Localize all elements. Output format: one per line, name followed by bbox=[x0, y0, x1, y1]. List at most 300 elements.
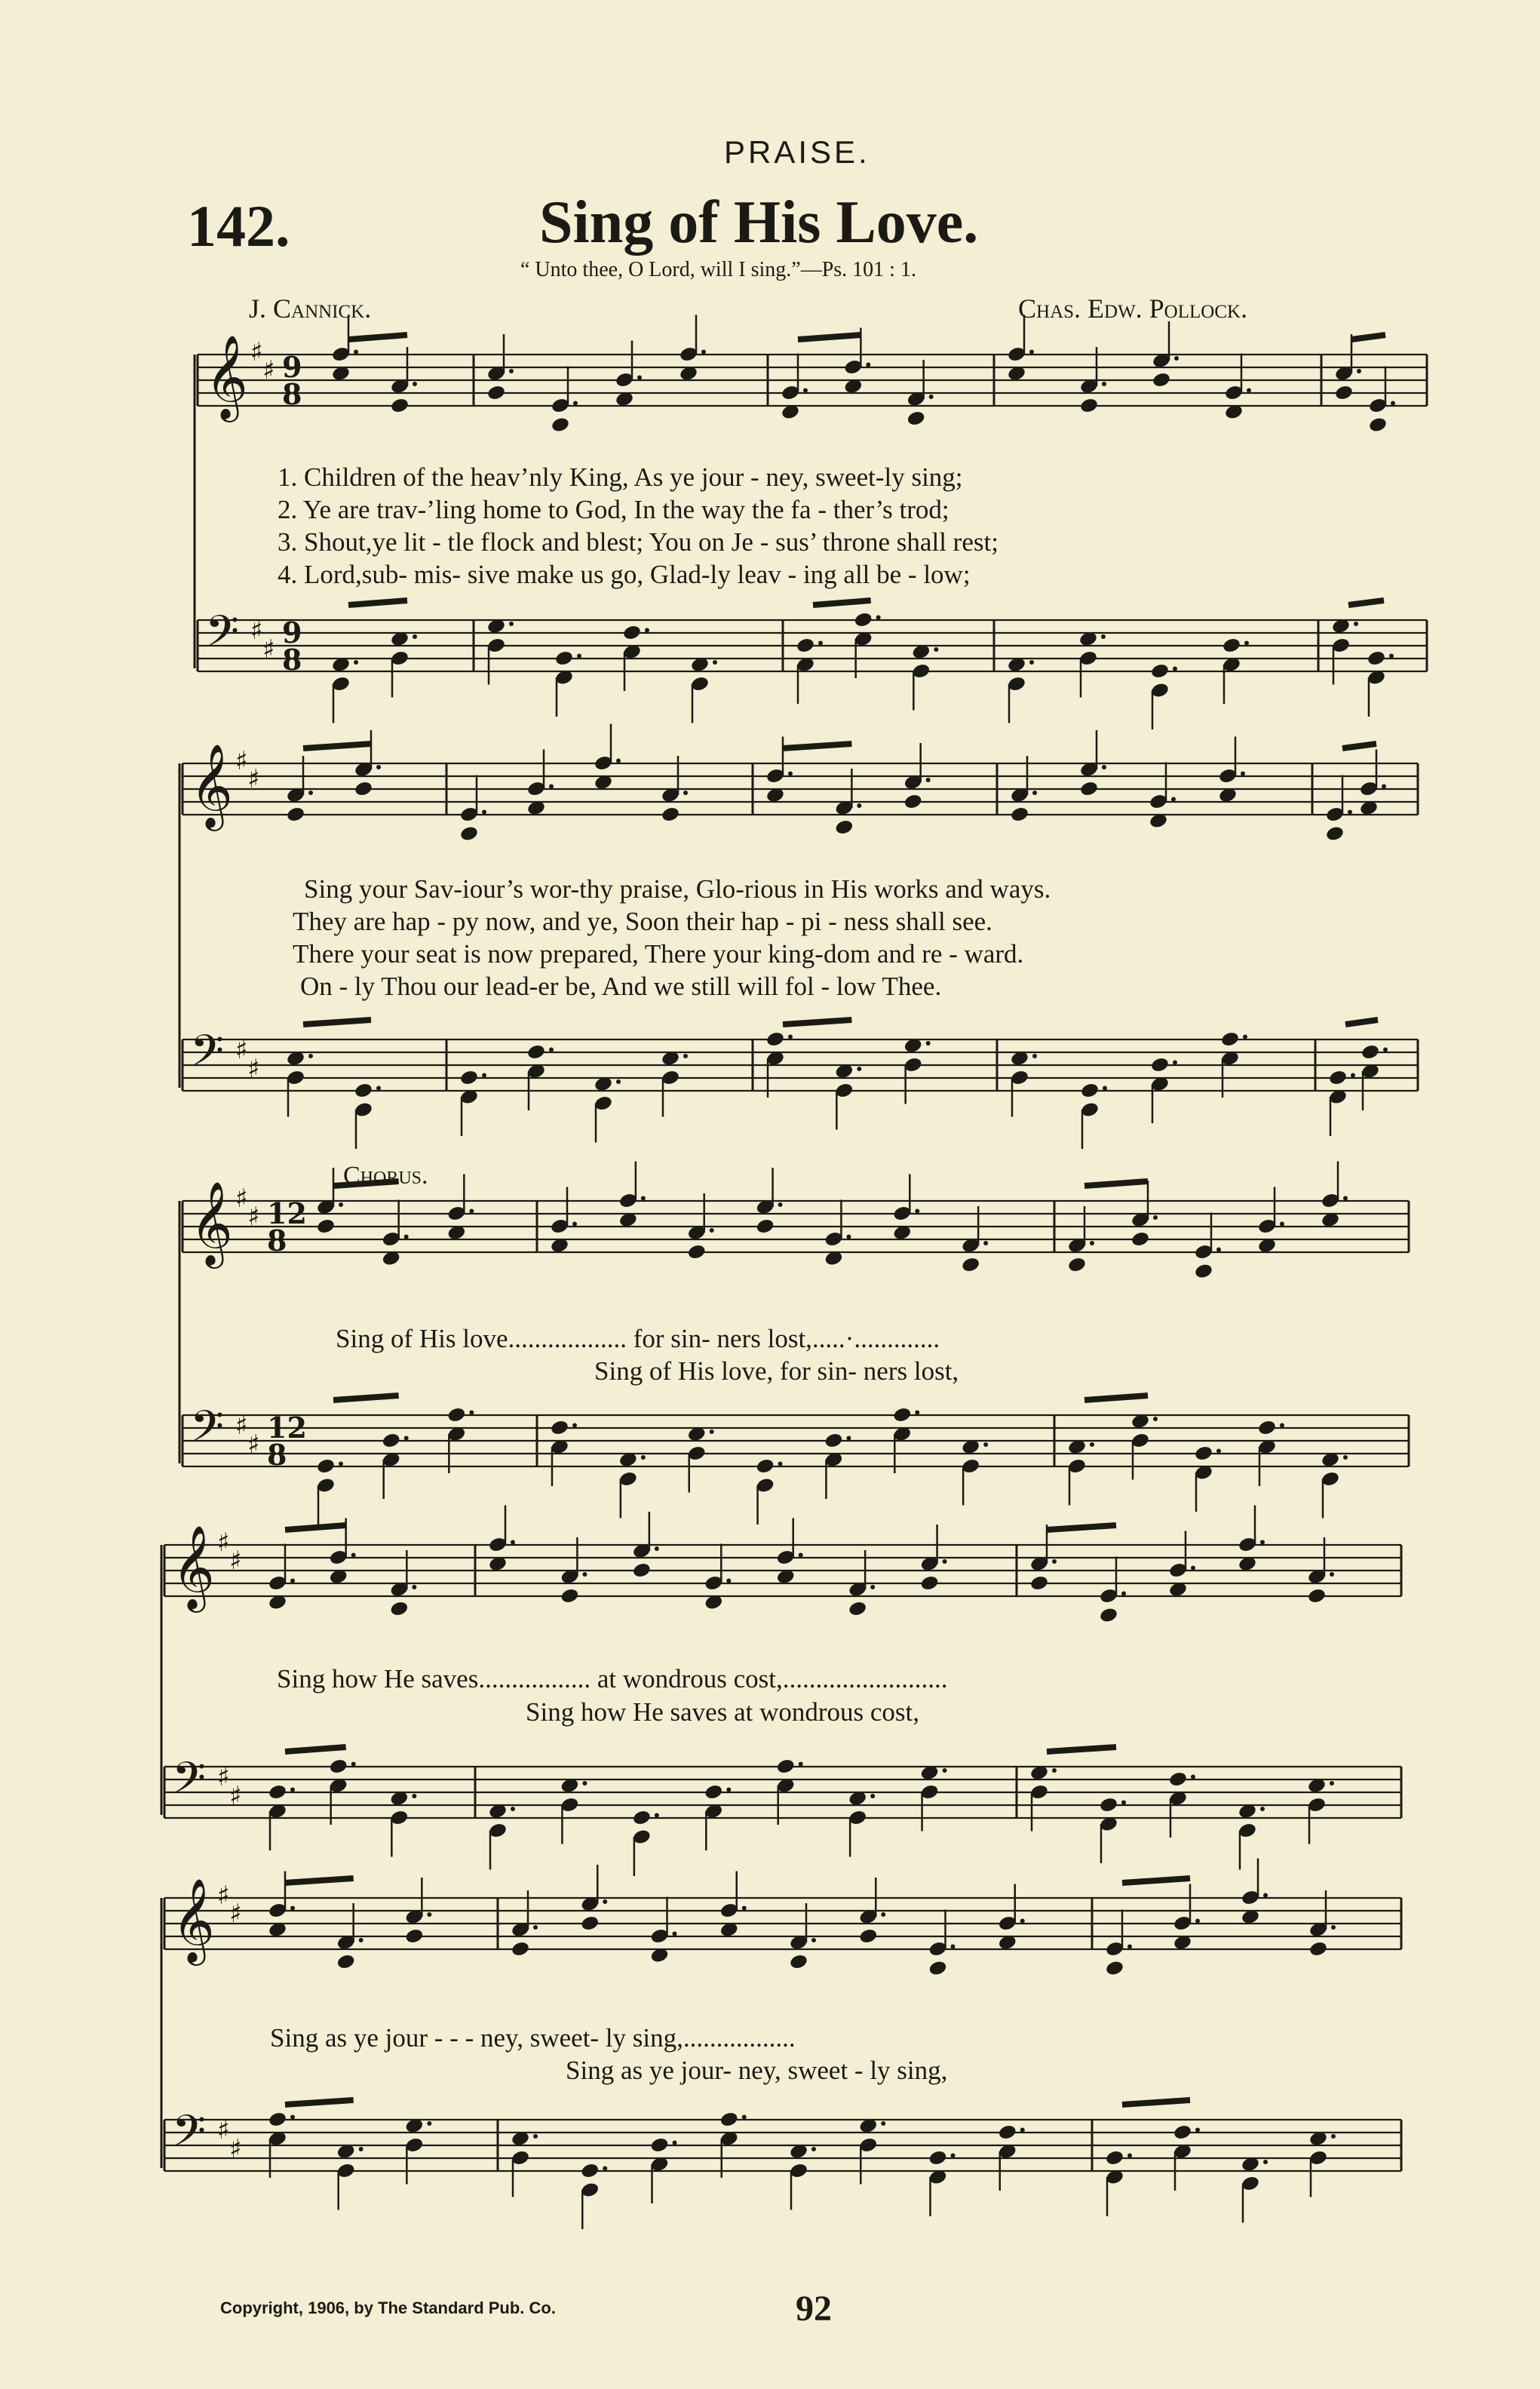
note-head bbox=[1308, 1940, 1328, 1958]
note-head bbox=[286, 806, 305, 823]
augmentation-dot bbox=[1195, 2128, 1200, 2133]
augmentation-dot bbox=[1354, 622, 1358, 626]
augmentation-dot bbox=[915, 1209, 919, 1214]
augmentation-dot bbox=[1216, 1248, 1221, 1252]
augmentation-dot bbox=[582, 1572, 587, 1577]
note-beam bbox=[1084, 1181, 1148, 1186]
augmentation-dot bbox=[870, 1585, 875, 1589]
augmentation-dot bbox=[1127, 1945, 1132, 1949]
sharp-icon: ♯ bbox=[247, 1202, 260, 1232]
augmentation-dot bbox=[701, 350, 706, 355]
augmentation-dot bbox=[1382, 785, 1386, 789]
augmentation-dot bbox=[339, 1462, 343, 1466]
augmentation-dot bbox=[1391, 401, 1395, 406]
note-head bbox=[903, 793, 923, 810]
sharp-icon: ♯ bbox=[235, 746, 248, 776]
chorus-label: Chorus. bbox=[343, 1162, 428, 1190]
note-head bbox=[755, 1457, 775, 1475]
note-head bbox=[998, 2123, 1017, 2141]
time-signature-bottom: 8 bbox=[267, 1224, 287, 1257]
augmentation-dot bbox=[1171, 797, 1176, 802]
augmentation-dot bbox=[290, 1906, 295, 1911]
sharp-icon: ♯ bbox=[229, 1781, 242, 1811]
augmentation-dot bbox=[354, 660, 358, 665]
augmentation-dot bbox=[655, 1813, 659, 1818]
note-head bbox=[336, 1953, 356, 1970]
augmentation-dot bbox=[1383, 1048, 1388, 1052]
treble-clef-icon: 𝄞 bbox=[172, 1525, 215, 1609]
note-beam bbox=[348, 335, 407, 339]
note-head bbox=[854, 611, 873, 628]
augmentation-dot bbox=[511, 1807, 515, 1811]
augmentation-dot bbox=[1020, 1919, 1025, 1924]
augmentation-dot bbox=[351, 1762, 356, 1767]
sharp-icon: ♯ bbox=[217, 1762, 230, 1792]
augmentation-dot bbox=[413, 382, 417, 386]
note-head bbox=[704, 1783, 723, 1801]
augmentation-dot bbox=[710, 1228, 714, 1233]
augmentation-dot bbox=[1280, 1222, 1284, 1227]
note-head bbox=[1105, 2149, 1124, 2166]
note-beam bbox=[798, 335, 860, 339]
note-head bbox=[928, 2149, 947, 2166]
note-head bbox=[858, 1927, 878, 1945]
note-beam bbox=[285, 2100, 354, 2105]
note-head bbox=[1328, 1069, 1348, 1086]
augmentation-dot bbox=[683, 1054, 688, 1058]
augmentation-dot bbox=[742, 1906, 747, 1911]
augmentation-dot bbox=[533, 2134, 538, 2139]
time-signature-bottom: 8 bbox=[282, 643, 302, 677]
augmentation-dot bbox=[1343, 1455, 1348, 1460]
augmentation-dot bbox=[290, 1788, 295, 1792]
verse-1-line-2: Sing your Sav-iour’s wor-thy praise, Glo-rious in His works and ways. bbox=[304, 874, 1051, 904]
augmentation-dot bbox=[1101, 634, 1106, 639]
time-signature-top: 9 bbox=[282, 350, 302, 384]
note-beam bbox=[1342, 744, 1376, 748]
augmentation-dot bbox=[818, 641, 823, 646]
note-head bbox=[1367, 649, 1386, 667]
note-head bbox=[1222, 637, 1241, 654]
augmentation-dot bbox=[549, 1048, 554, 1052]
note-head bbox=[765, 1030, 785, 1048]
augmentation-dot bbox=[811, 1938, 816, 1942]
note-head bbox=[1130, 1230, 1150, 1248]
sharp-icon: ♯ bbox=[247, 1429, 260, 1460]
augmentation-dot bbox=[1029, 350, 1034, 355]
note-head bbox=[834, 818, 854, 836]
time-signature-top: 9 bbox=[282, 616, 302, 649]
augmentation-dot bbox=[1357, 369, 1361, 373]
augmentation-dot bbox=[577, 654, 581, 659]
sharp-icon: ♯ bbox=[235, 1411, 248, 1441]
verse-3-line-2: There your seat is now prepared, There your king-dom and re - ward. bbox=[293, 939, 1024, 969]
hymn-title: Sing of His Love. bbox=[539, 189, 979, 256]
sharp-icon: ♯ bbox=[247, 1054, 260, 1084]
note-head bbox=[526, 1043, 546, 1061]
augmentation-dot bbox=[926, 778, 931, 782]
augmentation-dot bbox=[1191, 1775, 1195, 1779]
augmentation-dot bbox=[1090, 1241, 1094, 1245]
sharp-icon: ♯ bbox=[229, 1899, 242, 1929]
augmentation-dot bbox=[915, 1411, 919, 1415]
note-beam bbox=[813, 600, 871, 605]
verse-2-line-1: 2. Ye are trav-’ling home to God, In the way the fa - ther’s trod; bbox=[278, 495, 949, 524]
augmentation-dot bbox=[582, 1781, 587, 1786]
augmentation-dot bbox=[1191, 1566, 1195, 1571]
augmentation-dot bbox=[1343, 1196, 1348, 1201]
augmentation-dot bbox=[290, 1579, 295, 1583]
sharp-icon: ♯ bbox=[235, 1184, 248, 1214]
note-head bbox=[580, 2162, 600, 2179]
verse-2-line-2: They are hap - py now, and ye, Soon their hap - pi - ness shall see. bbox=[293, 907, 992, 936]
augmentation-dot bbox=[881, 2121, 885, 2126]
note-beam bbox=[1122, 1878, 1190, 1883]
note-head bbox=[268, 1783, 287, 1801]
note-beam bbox=[303, 1020, 371, 1024]
note-head bbox=[1168, 1770, 1188, 1788]
note-head bbox=[382, 1432, 401, 1449]
note-beam bbox=[303, 744, 371, 748]
augmentation-dot bbox=[637, 376, 642, 380]
augmentation-dot bbox=[376, 1086, 381, 1091]
note-head bbox=[1194, 1445, 1213, 1462]
verse-4-line-1: 4. Lord,sub- mis- sive make us go, Glad-ly leav - ing all be - low; bbox=[278, 560, 971, 589]
augmentation-dot bbox=[673, 1932, 677, 1936]
augmentation-dot bbox=[1247, 388, 1251, 393]
note-head bbox=[649, 2136, 669, 2154]
augmentation-dot bbox=[778, 1462, 783, 1466]
augmentation-dot bbox=[511, 1540, 515, 1545]
note-head bbox=[1361, 1043, 1380, 1061]
augmentation-dot bbox=[1090, 1442, 1094, 1447]
sharp-icon: ♯ bbox=[262, 355, 275, 385]
augmentation-dot bbox=[1348, 810, 1352, 815]
note-head bbox=[1079, 780, 1099, 797]
note-head bbox=[776, 1758, 796, 1775]
augmentation-dot bbox=[572, 1423, 577, 1428]
augmentation-dot bbox=[616, 759, 621, 763]
section-heading: PRAISE. bbox=[724, 134, 870, 170]
augmentation-dot bbox=[616, 1079, 621, 1084]
augmentation-dot bbox=[354, 350, 358, 355]
augmentation-dot bbox=[469, 1209, 474, 1214]
augmentation-dot bbox=[929, 395, 934, 399]
sharp-icon: ♯ bbox=[235, 1035, 248, 1065]
staff-3 bbox=[183, 1039, 1418, 1091]
augmentation-dot bbox=[1103, 1086, 1107, 1091]
note-beam bbox=[1047, 1747, 1116, 1752]
note-head bbox=[1150, 662, 1170, 680]
treble-clef-icon: 𝄞 bbox=[172, 1878, 215, 1962]
note-head bbox=[892, 1406, 912, 1423]
staff-0 bbox=[198, 355, 1427, 406]
augmentation-dot bbox=[404, 1436, 409, 1441]
augmentation-dot bbox=[1280, 1423, 1284, 1428]
note-head bbox=[329, 1758, 348, 1775]
note-head bbox=[486, 384, 506, 401]
note-head bbox=[390, 397, 410, 414]
note-beam bbox=[1084, 1396, 1148, 1400]
staff-9 bbox=[164, 2120, 1401, 2171]
augmentation-dot bbox=[881, 1912, 885, 1917]
note-head bbox=[560, 1587, 579, 1604]
augmentation-dot bbox=[778, 1202, 783, 1207]
augmentation-dot bbox=[876, 616, 881, 620]
augmentation-dot bbox=[1020, 2128, 1025, 2133]
note-head bbox=[755, 1218, 775, 1235]
note-head bbox=[354, 1082, 373, 1099]
note-head bbox=[1325, 825, 1345, 843]
augmentation-dot bbox=[1263, 2160, 1268, 2164]
verse-1-line-1: 1. Children of the heav’nly King, As ye jour - ney, sweet-ly sing; bbox=[278, 462, 963, 492]
augmentation-dot bbox=[1032, 791, 1037, 795]
note-head bbox=[1099, 1607, 1118, 1624]
augmentation-dot bbox=[726, 1579, 731, 1583]
bass-clef-icon: 𝄢 bbox=[172, 1752, 207, 1814]
verse-3-line-1: 3. Shout,ye lit - tle flock and blest; You on Je - sus’ throne shall rest; bbox=[278, 527, 999, 557]
note-head bbox=[580, 1915, 600, 1932]
augmentation-dot bbox=[846, 1235, 851, 1239]
augmentation-dot bbox=[308, 791, 313, 795]
augmentation-dot bbox=[376, 765, 381, 769]
augmentation-dot bbox=[788, 772, 793, 776]
augmentation-dot bbox=[742, 2115, 747, 2120]
augmentation-dot bbox=[645, 628, 649, 633]
note-head bbox=[1194, 1263, 1213, 1280]
note-beam bbox=[1351, 335, 1385, 339]
note-beam bbox=[285, 1878, 354, 1883]
augmentation-dot bbox=[926, 1041, 931, 1046]
augmentation-dot bbox=[1241, 772, 1245, 776]
augmentation-dot bbox=[1153, 1417, 1158, 1421]
note-beam bbox=[348, 600, 407, 605]
note-head bbox=[550, 1419, 569, 1436]
note-head bbox=[1150, 1056, 1170, 1073]
sharp-icon: ♯ bbox=[250, 337, 263, 367]
treble-clef-icon: 𝄞 bbox=[190, 1181, 233, 1265]
augmentation-dot bbox=[1052, 1768, 1057, 1773]
augmentation-dot bbox=[951, 1945, 956, 1949]
note-head bbox=[687, 1243, 707, 1261]
note-head bbox=[268, 2111, 287, 2128]
augmentation-dot bbox=[641, 1196, 646, 1201]
verse-4-line-2: On - ly Thou our lead-er be, And we still will fol - low Thee. bbox=[300, 972, 942, 1001]
augmentation-dot bbox=[413, 634, 417, 639]
copyright-notice: Copyright, 1906, by The Standard Pub. Co. bbox=[220, 2298, 556, 2317]
augmentation-dot bbox=[1330, 1781, 1334, 1786]
augmentation-dot bbox=[351, 1553, 356, 1558]
augmentation-dot bbox=[509, 369, 514, 373]
augmentation-dot bbox=[359, 1938, 364, 1942]
augmentation-dot bbox=[1174, 356, 1179, 361]
augmentation-dot bbox=[469, 1411, 474, 1415]
composer-credit: Chas. Edw. Pollock. bbox=[1018, 293, 1248, 324]
augmentation-dot bbox=[308, 1054, 313, 1058]
note-head bbox=[354, 780, 373, 797]
note-head bbox=[848, 1600, 867, 1617]
note-head bbox=[446, 1406, 466, 1423]
chorus-3-lower-lyric: Sing as ye jour- ney, sweet - ly sing, bbox=[566, 2056, 948, 2085]
augmentation-dot bbox=[683, 791, 688, 795]
augmentation-dot bbox=[1121, 1592, 1126, 1596]
augmentation-dot bbox=[339, 1202, 343, 1207]
note-head bbox=[554, 649, 574, 667]
note-beam bbox=[1047, 1525, 1116, 1530]
staff-5 bbox=[183, 1415, 1409, 1466]
staff-7 bbox=[164, 1767, 1401, 1818]
augmentation-dot bbox=[866, 363, 870, 367]
augmentation-dot bbox=[1351, 1073, 1355, 1078]
augmentation-dot bbox=[1127, 2154, 1132, 2158]
augmentation-dot bbox=[1243, 1035, 1247, 1039]
note-head bbox=[1220, 1030, 1240, 1048]
augmentation-dot bbox=[726, 1788, 731, 1792]
treble-clef-icon: 𝄞 bbox=[205, 334, 248, 419]
augmentation-dot bbox=[641, 1455, 646, 1460]
note-head bbox=[1152, 371, 1171, 388]
augmentation-dot bbox=[943, 1768, 947, 1773]
note-head bbox=[511, 1940, 530, 1958]
sharp-icon: ♯ bbox=[250, 616, 263, 646]
treble-clef-icon: 𝄞 bbox=[190, 743, 233, 828]
note-head bbox=[1257, 1419, 1277, 1436]
augmentation-dot bbox=[857, 803, 861, 808]
augmentation-dot bbox=[943, 1559, 947, 1564]
note-head bbox=[622, 624, 642, 641]
sharp-icon: ♯ bbox=[217, 1528, 230, 1558]
note-head bbox=[1173, 2123, 1192, 2141]
note-head bbox=[1010, 806, 1029, 823]
note-head bbox=[907, 410, 926, 427]
sharp-icon: ♯ bbox=[229, 1546, 242, 1576]
note-beam bbox=[783, 1020, 851, 1024]
time-signature-top: 12 bbox=[267, 1411, 307, 1445]
note-beam bbox=[333, 1396, 399, 1400]
augmentation-dot bbox=[1260, 1540, 1265, 1545]
augmentation-dot bbox=[290, 2115, 295, 2120]
staff-4 bbox=[183, 1201, 1409, 1252]
augmentation-dot bbox=[427, 2121, 431, 2126]
note-head bbox=[459, 825, 479, 843]
augmentation-dot bbox=[573, 401, 578, 406]
augmentation-dot bbox=[1263, 1893, 1268, 1898]
augmentation-dot bbox=[1029, 660, 1034, 665]
time-signature-top: 12 bbox=[267, 1196, 307, 1230]
bass-clef-icon: 𝄢 bbox=[190, 1025, 225, 1087]
augmentation-dot bbox=[1102, 382, 1106, 386]
augmentation-dot bbox=[404, 1235, 409, 1239]
note-head bbox=[632, 1809, 652, 1826]
note-head bbox=[1029, 1574, 1049, 1592]
note-beam bbox=[285, 1525, 346, 1530]
note-head bbox=[404, 1927, 424, 1945]
augmentation-dot bbox=[788, 1035, 793, 1039]
augmentation-dot bbox=[1032, 1054, 1037, 1058]
augmentation-dot bbox=[572, 1222, 577, 1227]
note-head bbox=[1099, 1796, 1118, 1813]
augmentation-dot bbox=[482, 810, 486, 815]
note-head bbox=[1067, 1256, 1087, 1273]
augmentation-dot bbox=[983, 1241, 988, 1245]
augmentation-dot bbox=[1121, 1801, 1126, 1805]
note-beam bbox=[1348, 600, 1384, 605]
note-beam bbox=[1345, 1020, 1378, 1024]
augmentation-dot bbox=[846, 1436, 851, 1441]
augmentation-dot bbox=[1330, 1572, 1334, 1577]
augmentation-dot bbox=[1331, 1925, 1336, 1930]
sharp-icon: ♯ bbox=[217, 2115, 230, 2145]
augmentation-dot bbox=[951, 2154, 956, 2158]
note-beam bbox=[1122, 2100, 1190, 2105]
chorus-2-lower-lyric: Sing how He saves at wondrous cost, bbox=[526, 1697, 920, 1727]
chorus-3-upper-lyric: Sing as ye jour - - - ney, sweet- ly sing,................. bbox=[270, 2023, 796, 2053]
time-signature-bottom: 8 bbox=[282, 377, 302, 411]
page-number: 92 bbox=[796, 2289, 832, 2329]
augmentation-dot bbox=[803, 388, 808, 393]
augmentation-dot bbox=[811, 2147, 816, 2151]
augmentation-dot bbox=[870, 1794, 875, 1798]
note-head bbox=[389, 1600, 409, 1617]
augmentation-dot bbox=[1260, 1807, 1265, 1811]
note-head bbox=[961, 1256, 980, 1273]
augmentation-dot bbox=[603, 1899, 607, 1904]
note-head bbox=[459, 1069, 479, 1086]
note-head bbox=[1079, 397, 1099, 414]
bass-clef-icon: 𝄢 bbox=[205, 606, 240, 668]
note-head bbox=[928, 1960, 947, 1977]
sharp-icon: ♯ bbox=[247, 764, 260, 794]
augmentation-dot bbox=[412, 1585, 416, 1589]
augmentation-dot bbox=[1331, 2134, 1336, 2139]
sharp-icon: ♯ bbox=[217, 1881, 230, 1911]
sharp-icon: ♯ bbox=[229, 2134, 242, 2164]
note-head bbox=[1368, 416, 1388, 434]
augmentation-dot bbox=[1153, 1215, 1158, 1220]
augmentation-dot bbox=[359, 2147, 364, 2151]
note-head bbox=[632, 1561, 652, 1579]
note-head bbox=[919, 1574, 939, 1592]
scripture-epigraph: “ Unto thee, O Lord, will I sing.”—Ps. 101 : 1. bbox=[520, 258, 916, 281]
sharp-icon: ♯ bbox=[262, 634, 275, 665]
note-head bbox=[316, 1218, 336, 1235]
augmentation-dot bbox=[533, 1925, 538, 1930]
note-head bbox=[824, 1432, 843, 1449]
note-head bbox=[789, 1953, 808, 1970]
lyricist-credit: J. Cannick. bbox=[249, 293, 372, 324]
note-head bbox=[1307, 1587, 1327, 1604]
chorus-2-upper-lyric: Sing how He saves................. at wondrous cost,......................... bbox=[277, 1664, 948, 1693]
note-head bbox=[551, 416, 570, 434]
augmentation-dot bbox=[482, 1073, 486, 1078]
note-head bbox=[1105, 1960, 1124, 1977]
bass-clef-icon: 𝄢 bbox=[172, 2105, 207, 2167]
note-beam bbox=[783, 744, 851, 748]
augmentation-dot bbox=[549, 785, 554, 789]
augmentation-dot bbox=[1389, 654, 1394, 659]
note-head bbox=[316, 1457, 336, 1475]
note-head bbox=[796, 637, 815, 654]
hymn-number: 142. bbox=[187, 193, 290, 259]
augmentation-dot bbox=[1173, 1061, 1177, 1065]
augmentation-dot bbox=[983, 1442, 988, 1447]
time-signature-bottom: 8 bbox=[267, 1438, 287, 1472]
augmentation-dot bbox=[1173, 667, 1177, 671]
note-head bbox=[719, 2111, 739, 2128]
augmentation-dot bbox=[799, 1762, 803, 1767]
augmentation-dot bbox=[1244, 641, 1249, 646]
bass-clef-icon: 𝄢 bbox=[190, 1401, 225, 1463]
